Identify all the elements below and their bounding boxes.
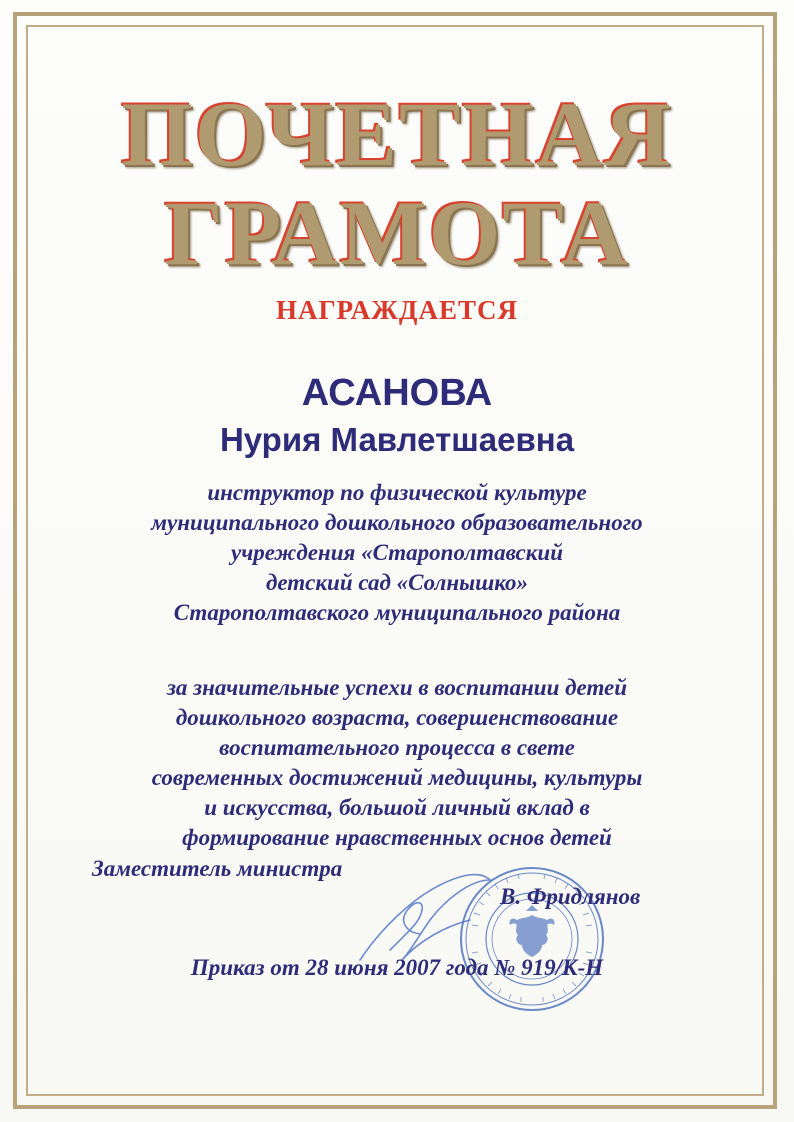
recipient-name: Нурия Мавлетшаевна [219,421,575,458]
position-block [60,478,734,628]
reason-line: формирование нравственных основ детей [182,825,612,850]
signer-name: В. Фридлянов [500,884,641,909]
reason-line: и искусства, большой личный вклад в [204,795,590,820]
position-line: учреждения «Старополтавский [231,540,563,565]
title-line-2: ГРАМОТА [164,182,630,284]
signer-title: Заместитель министра [92,856,343,881]
title-line-1: ПОЧЕТНАЯ [121,83,673,185]
reason-line: воспитательного процесса в свете [219,735,575,760]
order-reference: Приказ от 28 июня 2007 года № 919/К-Н [190,955,604,980]
position-line: Старополтавского муниципального района [173,600,621,625]
reason-line: современных достижений медицины, культуры [151,765,643,790]
reason-block [60,673,734,853]
position-line: муниципального дошкольного образовательного [151,510,643,535]
position-line: инструктор по физической культуре [207,480,587,505]
awarded-label: НАГРАЖДАЕТСЯ [275,295,518,325]
reason-line: за значительные успехи в воспитании детей [166,675,628,700]
position-line: детский сад «Солнышко» [265,570,529,595]
recipient-surname: АСАНОВА [301,372,493,414]
reason-line: дошкольного возраста, совершенствование [175,705,619,730]
